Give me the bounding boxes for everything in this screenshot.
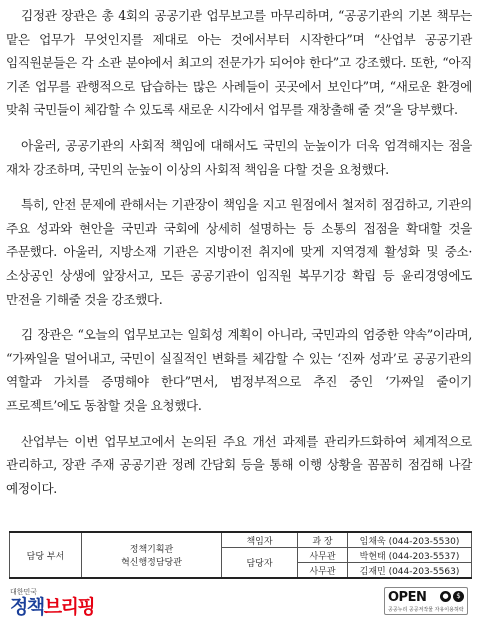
logo-main-text-1: 정책	[10, 596, 44, 618]
paragraph-1: 김정관 장관은 총 4회의 공공기관 업무보고를 마무리하며, “공공기관의 기본 책무는 맡은 업무가 무엇인지를 제대로 아는 것에서부터 시작한다”며 “산업부 공공기관 임직원분들은 각 소관 분야에서 최고의 전문가가 되어야 한다”고 강조했다. 또한, “아직 기존 업무를 관행적으로 답습하는 많은 사례들이 곳곳에서 보인다”며, “새로운 환경에 맞춰 국민들이 체감할 수 있도록 새로운 시각에서 업무를 재창출해 줄 것”을 당부했다.	[6, 8, 472, 118]
attribution-icon: ●	[440, 591, 451, 602]
contact-table	[9, 531, 472, 579]
contact-title-3: 사무관	[298, 563, 348, 579]
paragraph-5: 산업부는 이번 업무보고에서 논의된 주요 개선 과제를 관리카드화하여 체계적으로 관리하고, 장관 주재 공공기관 정례 간담회 등을 통해 이행 상황을 꼼꼼히 점검해 나갈 예정이다.	[6, 433, 472, 496]
contact-person-1: 임채욱 (044-203-5530)	[348, 532, 472, 548]
open-caption: 공공누리 공공저작물 자유이용허락	[388, 607, 464, 613]
paragraph-3: 특히, 안전 문제에 관해서는 기관장이 책임을 지고 원점에서 철저히 점검하고, 기관의 주요 성과와 현안을 국민과 국회에 상세히 설명하는 등 소통의 접점을 확대할 것을 주문했다. 아울러, 지방소재 기관은 지방이전 취지에 맞게 지역경제 활성화 및 중소·소상공인 상생에 앞장서고, 모든 공공기관이 임직원 복무기강 확립 등 윤리경영에도 만전을 기해줄 것을 강조했다.	[6, 197, 472, 307]
responsible-label: 책임자	[222, 532, 298, 548]
noncommercial-icon: $	[453, 591, 464, 602]
dept-name-1: 정책기획관	[129, 545, 174, 555]
open-label: OPEN	[388, 590, 427, 605]
dept-names	[82, 532, 222, 578]
open-license-badge	[384, 587, 468, 615]
contact-title-1: 과 장	[298, 532, 348, 548]
logo-main-text-2: 브리핑	[43, 596, 95, 618]
paragraph-4: 김 장관은 “오늘의 업무보고는 일회성 계획이 아니라, 국민과의 엄중한 약속”이라며, “가짜일을 덜어내고, 국민이 실질적인 변화를 체감할 수 있는 ‘진짜 성과’로 공공기관의 역할과 가치를 증명해야 한다”면서, 범정부적으로 추진 중인 ‘가짜일 줄이기 프로젝트’에도 동참할 것을 요청했다.	[6, 327, 472, 413]
contact-person-3: 김재민 (044-203-5563)	[348, 563, 472, 579]
policy-briefing-logo	[10, 587, 94, 617]
manager-label: 담당자	[222, 548, 298, 579]
contact-person-2: 박현태 (044-203-5537)	[348, 548, 472, 563]
paragraph-2: 아울러, 공공기관의 사회적 책임에 대해서도 국민의 눈높이가 더욱 엄격해지는 점을 재차 강조하며, 국민의 눈높이 이상의 사회적 책임을 다할 것을 요청했다.	[6, 137, 472, 177]
dept-label: 담당 부서	[10, 532, 82, 578]
dept-name-2: 혁신행정담당관	[121, 558, 182, 568]
contact-title-2: 사무관	[298, 548, 348, 563]
logo-small-text: 대한민국	[10, 588, 38, 596]
press-body	[6, 4, 472, 500]
